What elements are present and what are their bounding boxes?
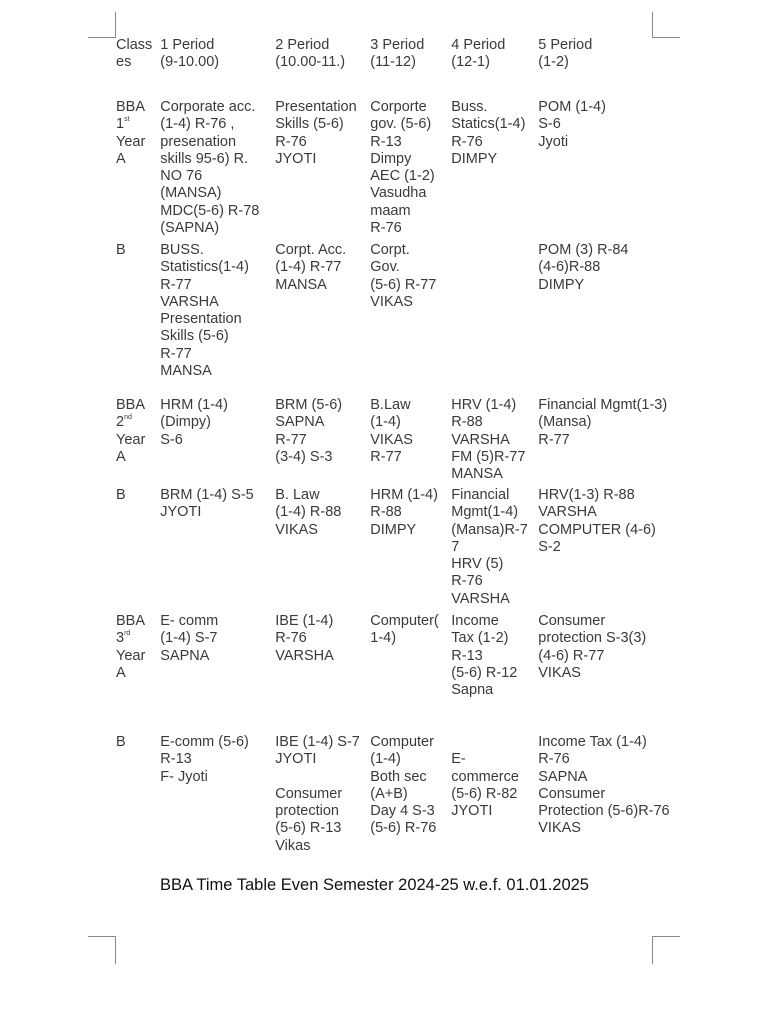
crop-mark-bottom-right	[652, 936, 680, 937]
crop-mark-top-right	[652, 12, 653, 38]
period-cell: Financial Mgmt(1-3) (Mansa) R-77	[538, 397, 668, 448]
period-cell: Corporate acc. (1-4) R-76 , presenation skills 95-6) R. NO 76 (MANSA) MDC(5-6) R-78 (SAPNA)	[160, 99, 260, 237]
period-cell	[447, 242, 534, 397]
period-cell: B. Law (1-4) R-88 VIKAS	[275, 487, 342, 538]
period-cell: HRM (1-4) (Dimpy) S-6	[160, 397, 228, 448]
period-cell: BRM (5-6) SAPNA R-77 (3-4) S-3	[275, 397, 343, 465]
period-cell: HRV (1-4) R-88 VARSHA FM (5)R-77 MANSA	[451, 397, 526, 483]
header-classes: Class es	[116, 37, 153, 71]
period-cell: IBE (1-4) R-76 VARSHA	[275, 613, 334, 664]
header-period-1: 1 Period (9-10.00)	[160, 37, 220, 71]
period-cell: Financial Mgmt(1-4) (Mansa)R-7 7 HRV (5) R-76 VARSHA	[451, 487, 528, 607]
table-row	[112, 487, 682, 613]
period-cell: Corporte gov. (5-6) R-13 Dimpy AEC (1-2) Vasudha maam R-76	[370, 99, 435, 237]
period-cell: E- comm (1-4) S-7 SAPNA	[160, 613, 219, 664]
period-cell: POM (3) R-84 (4-6)R-88 DIMPY	[538, 242, 629, 293]
timetable	[112, 37, 682, 855]
class-cell: B	[116, 734, 126, 750]
class-cell: BBA 2nd Year A	[116, 397, 146, 465]
period-cell: Corpt. Gov. (5-6) R-77 VIKAS	[370, 242, 437, 310]
period-cell: E-comm (5-6) R-13 F- Jyoti	[160, 734, 249, 785]
period-cell: POM (1-4) S-6 Jyoti	[538, 99, 606, 150]
document-caption: BBA Time Table Even Semester 2024-25 w.e.f. 01.01.2025	[160, 876, 589, 894]
class-cell: BBA 1st Year A	[116, 99, 146, 167]
table-row	[112, 613, 682, 734]
header-period-3: 3 Period (11-12)	[370, 37, 425, 71]
crop-mark-bottom-right	[652, 936, 653, 964]
class-cell: B	[116, 487, 126, 503]
header-period-4: 4 Period (12-1)	[451, 37, 506, 71]
period-cell: HRV(1-3) R-88 VARSHA COMPUTER (4-6) S-2	[538, 487, 656, 555]
period-cell: B.Law (1-4) VIKAS R-77	[370, 397, 413, 465]
table-row	[112, 99, 682, 242]
period-cell: IBE (1-4) S-7 JYOTI Consumer protection (5-6) R-13 Vikas	[275, 734, 360, 854]
class-cell: BBA 3rd Year A	[116, 613, 146, 681]
timetable-header-row	[112, 37, 682, 99]
period-cell: BUSS. Statistics(1-4) R-77 VARSHA Presentation Skills (5-6) R-77 MANSA	[160, 242, 249, 380]
period-cell: Buss. Statics(1-4) R-76 DIMPY	[451, 99, 526, 167]
class-cell: B	[116, 242, 126, 258]
header-period-2: 2 Period (10.00-11.)	[275, 37, 346, 71]
table-row	[112, 242, 682, 397]
period-cell: Presentation Skills (5-6) R-76 JYOTI	[275, 99, 357, 167]
period-cell: Income Tax (1-2) R-13 (5-6) R-12 Sapna	[451, 613, 518, 699]
header-period-5: 5 Period (1-2)	[538, 37, 593, 71]
period-cell: Consumer protection S-3(3) (4-6) R-77 VIKAS	[538, 613, 647, 681]
period-cell: Computer (1-4) Both sec (A+B) Day 4 S-3 (5-6) R-76	[370, 734, 437, 837]
period-cell: Income Tax (1-4) R-76 SAPNA Consumer Protection (5-6)R-76 VIKAS	[538, 734, 670, 837]
period-cell: BRM (1-4) S-5 JYOTI	[160, 487, 254, 521]
table-row	[112, 734, 682, 855]
crop-mark-bottom-left	[88, 936, 116, 937]
period-cell: Computer( 1-4)	[370, 613, 439, 647]
crop-mark-top-left	[115, 12, 116, 38]
crop-mark-bottom-left	[115, 936, 116, 964]
period-cell: Corpt. Acc. (1-4) R-77 MANSA	[275, 242, 347, 293]
period-cell: HRM (1-4) R-88 DIMPY	[370, 487, 438, 538]
table-row	[112, 397, 682, 487]
period-cell: E- commerce (5-6) R-82 JYOTI	[451, 751, 519, 820]
